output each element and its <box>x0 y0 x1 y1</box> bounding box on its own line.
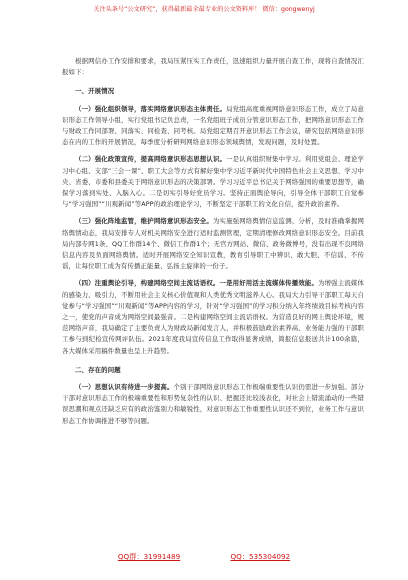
section1-p2-body: 一是认真组织财集中学习。利用党组会、理论学习中心组、支部“三会一课”、职工大会等方式有解好集中学习近平新时代中国特色社会主义思想、学习中央、省委、市委和县委关于网络意识形态的决策部署。学习习近平总书记关于网络强国的重要思想等，确保学习落到实处、入脑入心。二是切实引导好党员学习。坚持正面舆论导向，引导全体干部职工自觉参与“学习强国”“川观新闻”等APP的政治理论学习，不断坚定干部职工的文化自信，提升政治素养。 <box>62 155 364 209</box>
page-header-banner <box>0 6 408 14</box>
section1-p2-lead: （二）强化政策宣传，提高网络意识形态思想认识。 <box>75 155 227 164</box>
section2-paragraph-1 <box>62 382 364 427</box>
section1-heading: 一、开展情况 <box>75 87 115 96</box>
section1-p3-body: 为实施强网络舆情信息监测、分析，及时准确掌握网络舆情动态，我局安排专人对机关网络安全进行适时监测管理，定期清理修改网络意识形态安全。目前我局内部专网1条、QQ工作群14个、微信工作群1个；无官方网站、微信、政务微博号，没有出现不良网络信息内容及负面网络舆情。适时开展网络安全知识宣教，教育引导职工中辨识、敢大胆、不信谣、不传谣，让每位职工成为有传播正能量、弘扬主旋律的一份子。 <box>62 217 365 271</box>
section1-p1-lead: （一）强化组织领导，落实网络意识形态主体责任。 <box>75 104 227 113</box>
section1-p4-lead: （四）注重舆论引导，构建网络空间主流话语权。一是用好用活主流媒体传播效能。 <box>75 279 319 288</box>
section1-paragraph-4 <box>62 278 364 356</box>
footer-qq-contact: QQ：535304092 <box>230 552 291 561</box>
section2-p1-lead: （一）思想认识有待进一步提高。 <box>75 383 174 392</box>
page-footer <box>0 552 408 562</box>
document-body <box>62 56 364 427</box>
header-promo-text: 关注头条号“公文研究”，获得最新最全最专业的公文资料库！ 微信：gongwenyj <box>93 6 315 13</box>
section1-p1-body: 局党组高度重视网络意识形态工作，成立了局意识形态工作领导小组，实行党组书记负总责，一名党组班子成员分管意识形态工作，把网络意识形态工作与财政工作同部署、同落实、同检查、同考核。局党组定期召开意识形态工作会议，研究包括网络意识形态在内的工作的开展情况，每季度分析研判网络意识形态领域舆情，发现问题，及时处置。 <box>62 104 364 147</box>
section2-heading: 二、存在的问题 <box>75 365 121 374</box>
section1-paragraph-3 <box>62 216 364 272</box>
section1-paragraph-1 <box>62 104 364 149</box>
section1-p3-lead: （三）强化阵地监管，维护网络意识形态安全。 <box>75 217 213 226</box>
section2-p1-body: 个别干部网络意识形态工作极端重要性认识仍需进一步加强。部分干部对意识形态工作的极端重要性和形势复杂性的认识、把握还比较浅表化，对社会上错流涌动的一些错误思潮和观点还缺乏应有的政治鉴别力和敏锐性，对意识形态工作重要性认识还不到位，业务工作与意识形态工作协调推进不够等问题。 <box>62 383 364 425</box>
section1-p4-body: 为增强主流媒体的感染力、吸引力，不断用社会主义核心价值观和人类优秀文明滋养人心。我局大力引导干部职工每天自觉参与“学习强国”“川观新闻”等APP内容的学习，针对“学习强国”的学习积分纳入年终绩效目标考核内容之一，使党的声音成为网络空间最强音。二是构建网络空间主流话语权。为营造良好的网上舆论环境，规范网络声音，我局确定了主要负责人为财政局新闻发言人，并积极鼓励政治素养高、业务能力强的干部职工参与到纪检宣传网评队伍。2021年度我局宣传信息工作取得显著成绩，简报信息报送共计100余篇，各大媒体采用稿件数量也呈上升趋势。 <box>62 279 364 355</box>
footer-qq-group: QQ群：31991489 <box>117 552 181 561</box>
section1-paragraph-2 <box>62 154 364 210</box>
intro-paragraph: 根据网信办工作安排和要求，我局压紧压实工作责任，迅速组织力量开展自查工作，现将自查情况汇报如下： <box>62 57 364 77</box>
